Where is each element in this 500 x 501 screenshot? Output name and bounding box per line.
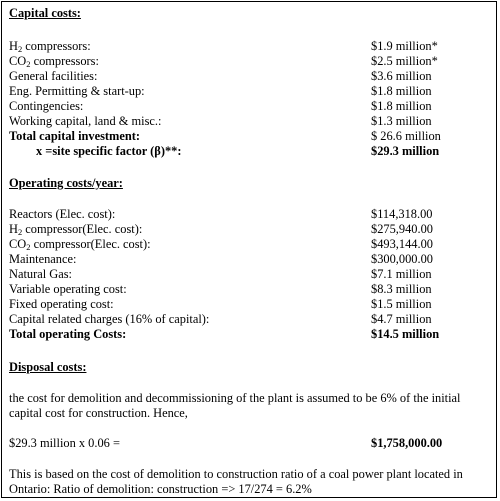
working-capital-label: Working capital, land & misc.: <box>9 114 162 128</box>
reactors-label: Reactors (Elec. cost): <box>9 207 116 221</box>
general-facilities-value: $3.6 million <box>371 69 432 83</box>
disposal-note: This is based on the cost of demolition to construction ratio of a coal power plant located in Ontario: Ratio of demolition: construction => 17/274 = 6.2% <box>9 467 463 496</box>
disposal-calc-value: $1,758,000.00 <box>371 436 443 450</box>
total-capital-value: $ 26.6 million <box>371 129 441 143</box>
h2-compressor-label: $H_2$ compressor(Elec. cost): <box>9 222 143 237</box>
natural-gas-value: $7.1 million <box>371 267 432 281</box>
reactors-value: $114,318.00 <box>371 207 433 221</box>
capital-charges-value: $4.7 million <box>371 312 432 326</box>
h2-compressors-label: $H_2$ compressors: <box>9 39 91 54</box>
co2-compressor-value: $493,144.00 <box>371 237 433 251</box>
cost-summary-document <box>1 1 497 498</box>
working-capital-value: $1.3 million <box>371 114 432 128</box>
total-operating-value: $14.5 million <box>371 327 440 341</box>
disposal-paragraph: the cost for demolition and decommissioning of the plant is assumed to be 6% of the initial capital cost for construction. Hence, <box>9 391 461 420</box>
maintenance-label: Maintenance: <box>9 252 77 266</box>
total-capital-label: Total capital investment: <box>9 129 141 143</box>
h2-compressors-value: $1.9 million* <box>371 39 438 53</box>
co2-compressor-label: $CO_2$ compressor(Elec. cost): <box>9 237 151 252</box>
fixed-cost-value: $1.5 million <box>371 297 432 311</box>
eng-permitting-label: Eng. Permitting & start-up: <box>9 84 145 98</box>
capital-charges-label: Capital related charges (16% of capital): <box>9 312 210 326</box>
capital-costs-heading: Capital costs: <box>9 6 81 20</box>
eng-permitting-value: $1.8 million <box>371 84 432 98</box>
maintenance-value: $300,000.00 <box>371 252 433 266</box>
disposal-calc-label: $29.3 million x 0.06 = <box>9 436 120 450</box>
co2-compressors-label: $CO_2$ compressors: <box>9 54 99 69</box>
site-factor-value: $29.3 million <box>371 144 440 158</box>
fixed-cost-label: Fixed operating cost: <box>9 297 114 311</box>
contingencies-label: Contingencies: <box>9 99 84 113</box>
disposal-costs-heading: Disposal costs: <box>9 360 87 374</box>
operating-costs-heading: Operating costs/year: <box>9 176 123 190</box>
natural-gas-label: Natural Gas: <box>9 267 72 281</box>
co2-compressors-value: $2.5 million* <box>371 54 438 68</box>
variable-cost-label: Variable operating cost: <box>9 282 127 296</box>
h2-compressor-value: $275,940.00 <box>371 222 433 236</box>
total-operating-label: Total operating Costs: <box>9 327 127 341</box>
general-facilities-label: General facilities: <box>9 69 98 83</box>
contingencies-value: $1.8 million <box>371 99 432 113</box>
site-factor-label: x =site specific factor (β)**: <box>36 144 182 158</box>
variable-cost-value: $8.3 million <box>371 282 432 296</box>
